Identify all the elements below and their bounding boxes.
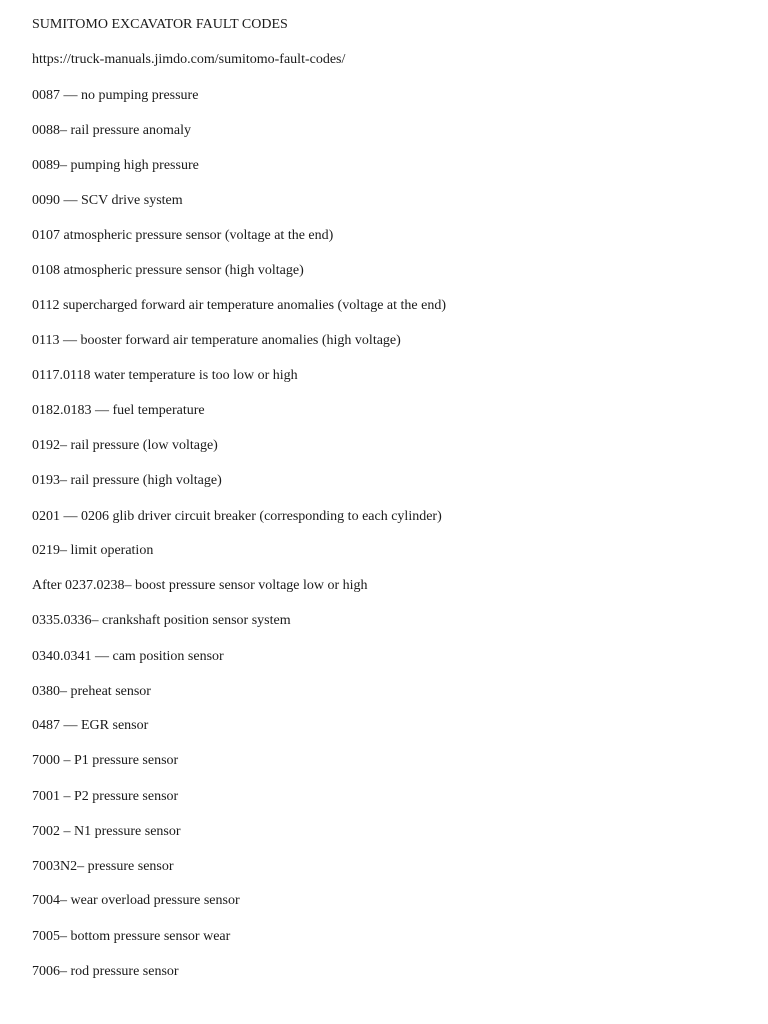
fault-code-line: 0089– pumping high pressure xyxy=(32,158,199,173)
fault-code-line: 0340.0341 — cam position sensor xyxy=(32,649,224,664)
fault-code-line: 0192– rail pressure (low voltage) xyxy=(32,438,218,453)
fault-code-line: 7000 – P1 pressure sensor xyxy=(32,753,179,768)
fault-code-line: 0112 supercharged forward air temperature anomalies (voltage at the end) xyxy=(32,298,446,313)
fault-code-line: 0487 — EGR sensor xyxy=(32,718,149,733)
fault-code-line: 7004– wear overload pressure sensor xyxy=(32,893,240,908)
fault-code-line: 7005– bottom pressure sensor wear xyxy=(32,929,231,944)
fault-code-line: 0107 atmospheric pressure sensor (voltage at the end) xyxy=(32,228,334,243)
fault-code-line: 0182.0183 — fuel temperature xyxy=(32,403,205,418)
fault-code-line: 7006– rod pressure sensor xyxy=(32,964,179,979)
fault-code-line: 0087 — no pumping pressure xyxy=(32,88,199,103)
fault-code-line: 7003N2– pressure sensor xyxy=(32,859,174,874)
fault-code-line: 0088– rail pressure anomaly xyxy=(32,123,192,138)
fault-code-line: After 0237.0238– boost pressure sensor voltage low or high xyxy=(32,578,368,593)
fault-code-line: 0335.0336– crankshaft position sensor system xyxy=(32,613,291,628)
fault-code-line: 0090 — SCV drive system xyxy=(32,193,183,208)
fault-code-line: 0193– rail pressure (high voltage) xyxy=(32,473,222,488)
fault-code-line: 0219– limit operation xyxy=(32,543,154,558)
fault-code-line: 0113 — booster forward air temperature anomalies (high voltage) xyxy=(32,333,401,348)
source-url: https://truck-manuals.jimdo.com/sumitomo-fault-codes/ xyxy=(32,52,346,67)
fault-code-line: 0380– preheat sensor xyxy=(32,684,151,699)
fault-code-line: 7002 – N1 pressure sensor xyxy=(32,824,181,839)
fault-code-line: 0117.0118 water temperature is too low or high xyxy=(32,368,298,383)
fault-code-line: 0201 — 0206 glib driver circuit breaker (corresponding to each cylinder) xyxy=(32,509,442,524)
document-title: SUMITOMO EXCAVATOR FAULT CODES xyxy=(32,17,288,32)
fault-code-line: 0108 atmospheric pressure sensor (high voltage) xyxy=(32,263,304,278)
fault-code-line: 7001 – P2 pressure sensor xyxy=(32,789,179,804)
